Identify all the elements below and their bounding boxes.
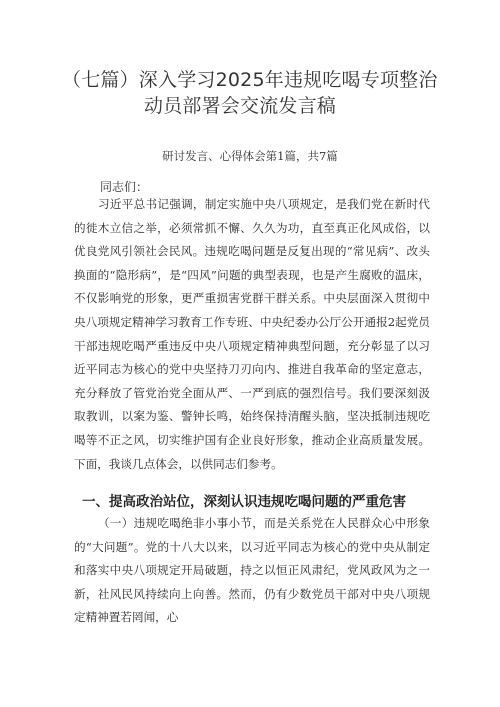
title-line-1: （七篇）深入学习2025年违规吃喝专项整治 <box>62 69 438 91</box>
document-subtitle: 研讨发言、心得体会第1篇，共7篇 <box>162 149 338 163</box>
greeting: 同志们： <box>100 180 149 194</box>
title-line-2: 动员部署会交流发言稿 <box>144 95 337 117</box>
body-paragraph-1: 习近平总书记强调，制定实施中央八项规定，是我们党在新时代的徙木立信之举，必须常抓不懈、久久为功，直至真正化风成俗，以优良党风引领社会民风。违规吃喝问题是反复出现的“常见病”、改头换面的“隐形病”，是“四风”问题的典型表现，也是产生腐败的温床，不仅影响党的形象，更严重损害党群干群关系。中央层面深入贯彻中央八项规定精神学习教育工作专班、中央纪委办公厅公开通报2起党员干部违规吃喝严重违反中央八项规定精神典型问题，充分彰显了以习近平同志为核心的党中央坚持刀刃向内、推进自我革命的坚定意志，充分释放了管党治党全面从严、一严到底的强烈信号。我们要深刻汲取教训，以案为鉴、警钟长鸣，始终保持清醒头脑，坚决抵制违规吃喝等不正之风，切实维护国有企业良好形象，推动企业高质量发展。下面，我谈几点体会，以供同志们参考。 <box>74 197 430 471</box>
body-paragraph-2: （一）违规吃喝绝非小事小节，而是关系党在人民群众心中形象的“大问题”。党的十八大以来，以习近平同志为核心的党中央从制定和落实中央八项规定开局破题，持之以恒正风肃纪，党风政风为之一新，社风民风持续向上向善。然而，仍有少数党员干部对中央八项规定精神置若罔闻，心 <box>74 516 430 625</box>
document-title <box>62 67 462 119</box>
section-heading-1: 一、提高政治站位，深刻认识违规吃喝问题的严重危害 <box>82 494 406 510</box>
